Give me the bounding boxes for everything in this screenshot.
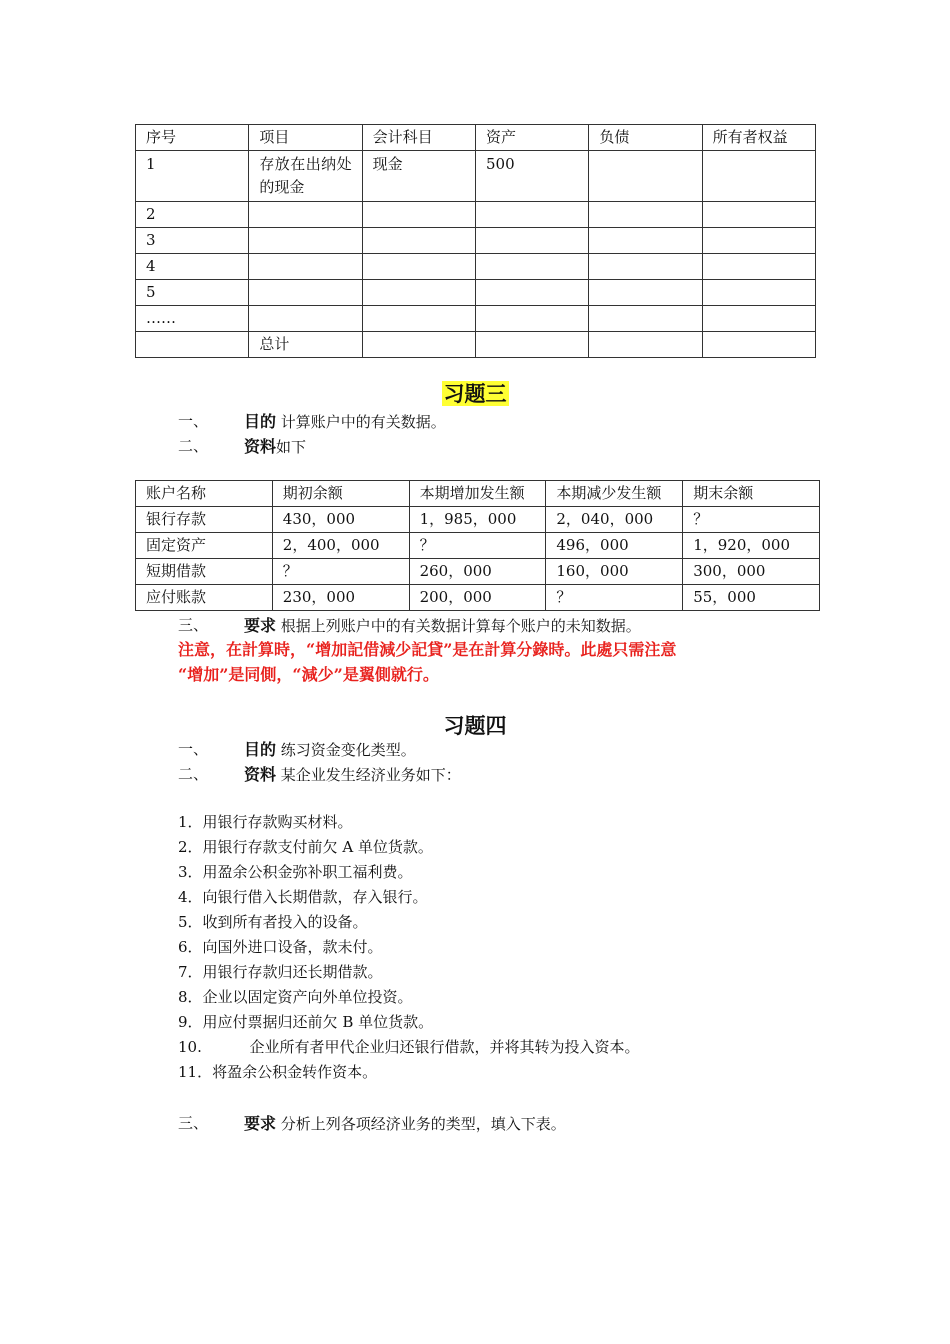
item-text: 计算账户中的有关数据。 [280,413,446,431]
item-text: 分析上列各项经济业务的类型，填入下表。 [280,1115,566,1133]
table-cell [702,151,815,202]
table-cell: 300，000 [683,559,820,585]
item-number: 一、 [178,740,209,758]
list-item: 9．用应付票据归还前欠 B 单位货款。 [178,1013,434,1031]
table-cell [475,280,588,306]
account-balance-table [135,480,820,611]
header-cell: 本期减少发生额 [546,481,683,507]
table-cell: 4 [136,254,249,280]
table-cell [475,332,588,358]
table-cell: 1，985，000 [409,507,546,533]
table-cell [702,228,815,254]
table-cell [362,332,475,358]
table-cell: 200，000 [409,585,546,611]
table-cell [475,254,588,280]
header-cell: 期末余额 [683,481,820,507]
table-cell: 应付账款 [136,585,273,611]
table-cell [249,254,362,280]
item-text: 练习资金变化类型。 [280,741,416,759]
table-cell: 2 [136,202,249,228]
list-item: 6．向国外进口设备，款未付。 [178,938,383,956]
table-cell [362,254,475,280]
table-cell: 496，000 [546,533,683,559]
table-cell: 430，000 [272,507,409,533]
table-cell [362,280,475,306]
item-number: 二、 [178,765,209,783]
table-cell [702,332,815,358]
item-content [244,737,416,760]
table-row [136,280,816,306]
item-text: 某企业发生经济业务如下： [280,766,461,784]
list-item: 11．将盈余公积金转作资本。 [178,1063,378,1081]
table-cell: ？ [409,533,546,559]
table-header-row [136,481,820,507]
header-cell: 期初余额 [272,481,409,507]
table-cell: ？ [546,585,683,611]
header-cell: 账户名称 [136,481,273,507]
table-header-row [136,125,816,151]
item-number: 二、 [178,437,209,455]
table-row [136,585,820,611]
table-row-total [136,332,816,358]
table-cell: …… [136,306,249,332]
table-row [136,151,816,202]
list-item: 3．用盈余公积金弥补职工福利费。 [178,863,413,881]
table-cell [702,306,815,332]
table-cell [589,306,702,332]
item-label: 目的 [244,412,277,431]
table-cell: 2，040，000 [546,507,683,533]
table-cell [589,254,702,280]
item-content [244,613,641,636]
table-cell [475,306,588,332]
header-cell: 会计科目 [362,125,475,151]
list-item: 8．企业以固定资产向外单位投资。 [178,988,413,1006]
table-cell [702,280,815,306]
table-cell: 55，000 [683,585,820,611]
table-cell [589,151,702,202]
item-number: 三、 [178,616,209,634]
table-cell [362,202,475,228]
table-cell [589,228,702,254]
list-item: 10. 企业所有者甲代企业归还银行借款，并将其转为投入资本。 [178,1038,640,1056]
table-row [136,202,816,228]
list-item: 7．用银行存款归还长期借款。 [178,963,383,981]
table-cell: 存放在出纳处的现金 [249,151,362,202]
table-cell [362,306,475,332]
table-cell: 260，000 [409,559,546,585]
item-number: 三、 [178,1114,209,1132]
list-item: 5．收到所有者投入的设备。 [178,913,368,931]
table-cell [589,332,702,358]
table-cell [702,202,815,228]
table-cell [249,280,362,306]
table-cell: 160，000 [546,559,683,585]
table-cell: 总计 [249,332,362,358]
table-cell [362,228,475,254]
header-cell: 本期增加发生额 [409,481,546,507]
table-row [136,559,820,585]
item-content [244,1111,566,1134]
table-cell [249,306,362,332]
item-label: 资料 [244,437,277,456]
table-cell: 1 [136,151,249,202]
table-cell: 现金 [362,151,475,202]
table-row [136,254,816,280]
header-cell: 资产 [475,125,588,151]
table-cell: 3 [136,228,249,254]
table-cell: 500 [475,151,588,202]
table-cell [475,202,588,228]
table-cell [589,280,702,306]
exercise-3-title [0,378,950,408]
header-cell: 所有者权益 [702,125,815,151]
list-item: 1．用银行存款购买材料。 [178,813,353,831]
table-cell: ？ [683,507,820,533]
table-cell [249,228,362,254]
note-line-1: 注意，在計算時，“增加記借減少記貸”是在計算分錄時。此處只需注意 [178,640,677,659]
table-cell [589,202,702,228]
table-cell: ？ [272,559,409,585]
item-number: 一、 [178,412,209,430]
table-cell: 230，000 [272,585,409,611]
item-content [244,762,461,785]
note-line-2: “增加”是同側，“減少”是翼側就行。 [178,665,439,684]
table-cell [475,228,588,254]
item-content [244,409,446,432]
table-row [136,306,816,332]
table-cell: 2，400，000 [272,533,409,559]
item-text: 根据上列账户中的有关数据计算每个账户的未知数据。 [280,617,641,635]
table-cell: 1，920，000 [683,533,820,559]
table-cell: 银行存款 [136,507,273,533]
table-cell: 5 [136,280,249,306]
table-row [136,533,820,559]
header-cell: 序号 [136,125,249,151]
assets-liabilities-table [135,124,816,358]
item-label: 资料 [244,765,277,784]
item-label: 目的 [244,740,277,759]
table-cell [136,332,249,358]
table-row [136,507,820,533]
header-cell: 项目 [249,125,362,151]
table-cell [249,202,362,228]
item-content [244,434,306,457]
exercise-3-title-text: 习题三 [443,381,507,406]
table-cell: 固定资产 [136,533,273,559]
header-cell: 负债 [589,125,702,151]
table-row [136,228,816,254]
item-label: 要求 [244,1114,277,1133]
item-text: 如下 [276,438,307,456]
list-item: 4．向银行借入长期借款，存入银行。 [178,888,428,906]
table-cell: 短期借款 [136,559,273,585]
list-item: 2．用银行存款支付前欠 A 单位货款。 [178,838,433,856]
table-cell [702,254,815,280]
exercise-4-title: 习题四 [443,713,507,738]
item-label: 要求 [244,616,277,635]
